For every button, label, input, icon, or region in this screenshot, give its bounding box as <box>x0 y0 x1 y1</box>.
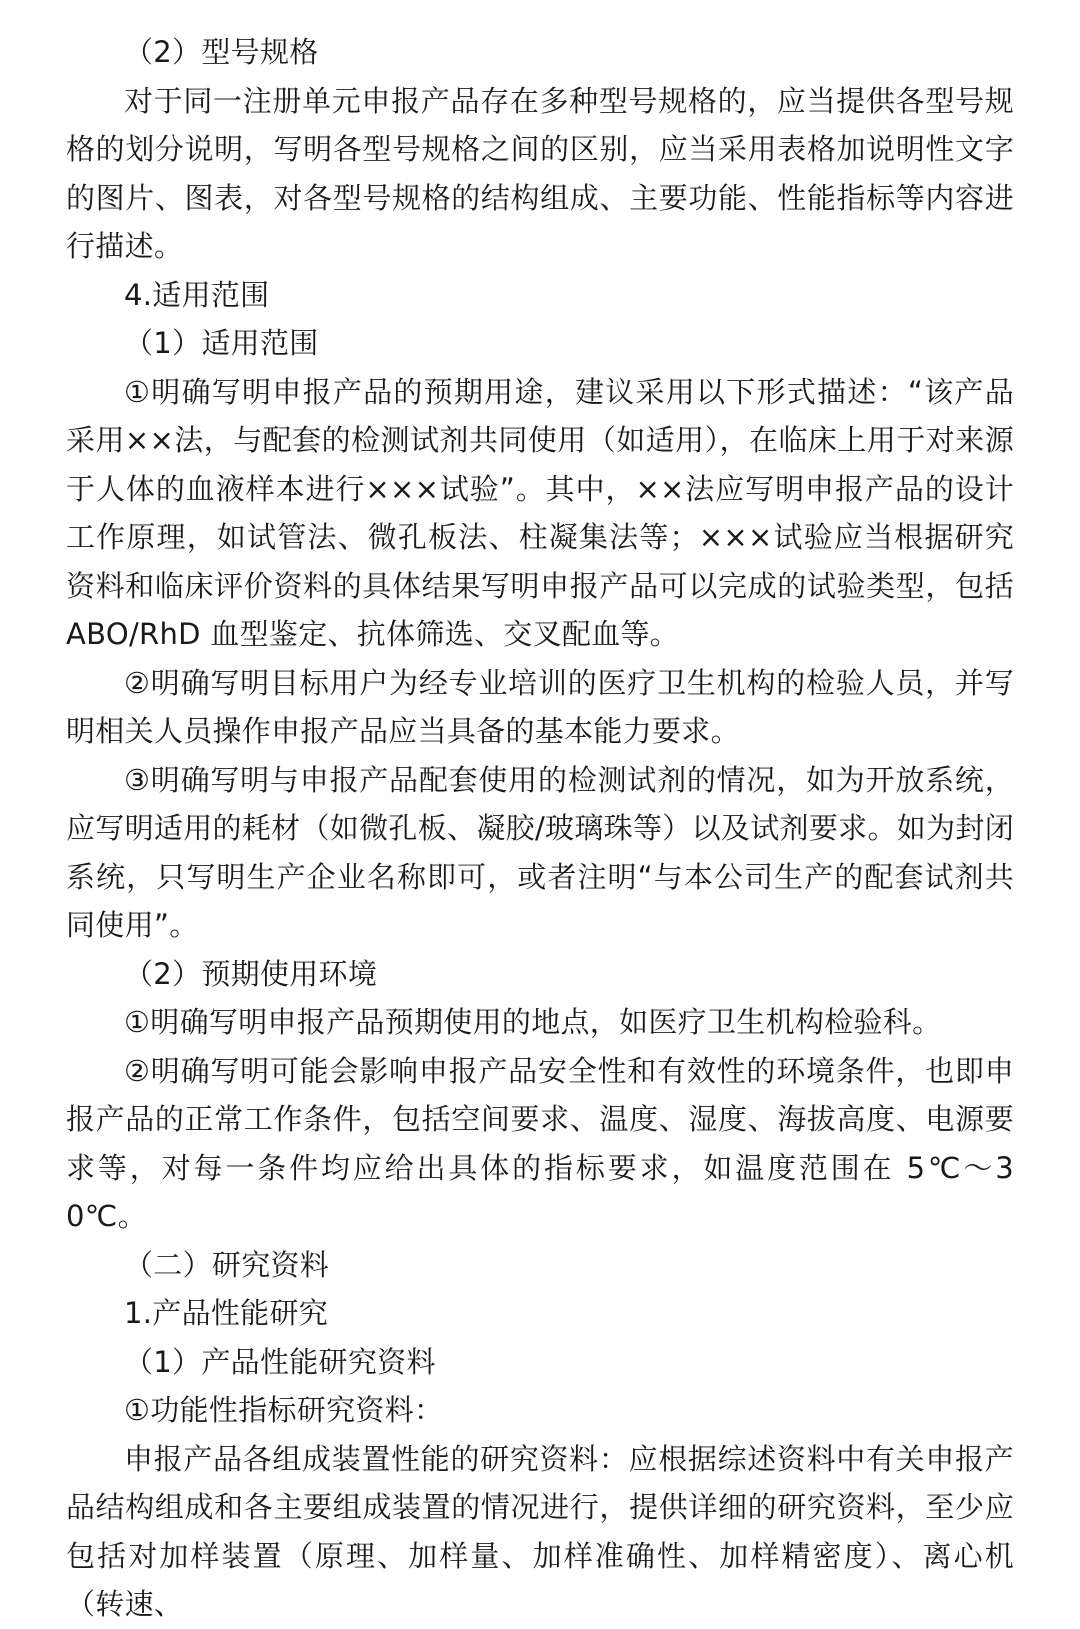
paragraph-reagents: ③明确写明与申报产品配套使用的检测试剂的情况，如为开放系统，应写明适用的耗材（如微孔板、凝胶/玻璃珠等）以及试剂要求。如为封闭系统，只写明生产企业名称即可，或者注明“与本公司生产的配套试剂共同使用”。 <box>66 762 1014 942</box>
paragraph-usage-location: ①明确写明申报产品预期使用的地点，如医疗卫生机构检验科。 <box>124 1005 942 1039</box>
paragraph-target-users: ②明确写明目标用户为经专业培训的医疗卫生机构的检验人员，并写明相关人员操作申报产品应当具备的基本能力要求。 <box>66 665 1014 748</box>
subsection-heading-performance-data: （1）产品性能研究资料 <box>124 1344 436 1379</box>
paragraph-component-performance: 申报产品各组成装置性能的研究资料：应根据综述资料中有关申报产品结构组成和各主要组成装置的情况进行，提供详细的研究资料，至少应包括对加样装置（原理、加样量、加样准确性、加样精密度）、离心机（转速、 <box>66 1441 1014 1621</box>
section-heading-research: （二）研究资料 <box>124 1247 330 1282</box>
paragraph-intended-use: ①明确写明申报产品的预期用途，建议采用以下形式描述：“该产品采用××法，与配套的检测试剂共同使用（如适用），在临床上用于对来源于人体的血液样本进行×××试验”。其中，××法应写明申报产品的设计工作原理，如试管法、微孔板法、柱凝集法等；×××试验应当根据研究资料和临床评价资料的具体结果写明申报产品可以完成的试验类型，包括ABO/RhD 血型鉴定、抗体筛选、交叉配血等。 <box>66 374 1014 651</box>
paragraph-environment-conditions: ②明确写明可能会影响申报产品安全性和有效性的环境条件，也即申报产品的正常工作条件，包括空间要求、温度、湿度、海拔高度、电源要求等，对每一条件均应给出具体的指标要求，如温度范围在 5℃～30℃。 <box>66 1053 1014 1233</box>
paragraph-functional-indicators: ①功能性指标研究资料： <box>124 1393 444 1427</box>
section-heading-model-spec: （2）型号规格 <box>124 35 319 69</box>
paragraph-model-spec-description: 对于同一注册单元申报产品存在多种型号规格的，应当提供各型号规格的划分说明，写明各型号规格之间的区别，应当采用表格加说明性文字的图片、图表，对各型号规格的结构组成、主要功能、性能指标等内容进行描述。 <box>66 83 1014 263</box>
section-heading-scope: 4.适用范围 <box>124 277 270 312</box>
subsection-heading-environment: （2）预期使用环境 <box>124 956 378 991</box>
subsection-heading-scope: （1）适用范围 <box>124 326 319 360</box>
section-heading-performance: 1.产品性能研究 <box>124 1296 329 1330</box>
